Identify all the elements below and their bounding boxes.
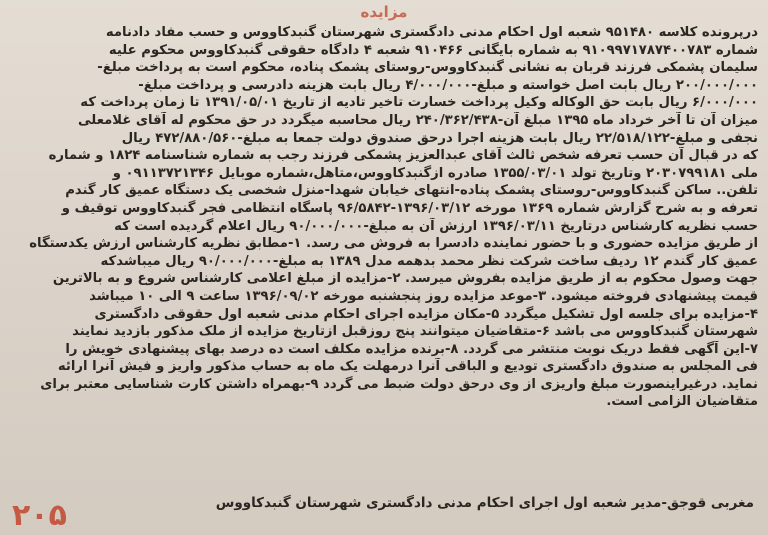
notice-line: سلیمان پشمکی فرزند قربان به نشانی گنبدکاووس-روستای پشمک پناده، محکوم است به پرداخت مبلغ- xyxy=(97,60,758,76)
notice-line: ۲۰۰/۰۰۰/۰۰۰ ریال بابت اصل خواسته و مبلغ-۴/۰۰۰/۰۰۰ ریال بابت هزینه دادرسی و پرداخت مبلغ- xyxy=(138,77,758,93)
notice-line: قیمت پیشنهادی فروخته میشود. ۳-موعد مزایده روز پنجشنبه مورخه ۱۳۹۶/۰۹/۰۲ ساعت ۹ الی ۱۰ میباشد xyxy=(89,288,758,304)
notice-line: نجفی و مبلغ-۲۲/۵۱۸/۱۲۲ ریال بابت هزینه اجرا درحق صندوق دولت جمعا به مبلغ-۴۷۲/۸۸۰/۵۶۰ ریال xyxy=(121,130,758,146)
notice-title: مزایده xyxy=(360,3,408,21)
notice-line: نماید. درغیراینصورت مبلغ واریزی از وی درحق دولت ضبط می گردد ۹-بهمراه داشتن کارت شناسایی معتبر برای xyxy=(40,376,758,392)
notice-line: شماره ۹۱۰۹۹۷۱۷۸۷۴۰۰۷۸۳ به شماره بایگانی ۹۱۰۴۶۶ شعبه ۴ دادگاه حقوقی گنبدکاووس محکوم علیه xyxy=(108,42,758,58)
notice-line: ملی ۲۰۳۰۷۹۹۱۸۱ وتاریخ تولد ۱۳۵۵/۰۳/۰۱ صادره ازگنبدکاووس،متاهل،شماره موبایل ۰۹۱۱۳۷۲۱۳۴۶ و xyxy=(112,165,758,181)
notice-line: از طریق مزایده حضوری و با حضور نماینده دادسرا به فروش می رسد. ۱-مطابق نظریه کارشناس ارزش یکدستگاه xyxy=(29,236,758,252)
notice-line: تعرفه و به شرح گزارش شماره ۱۳۶۹ مورخه ۱۳۹۶/۰۳/۱۲-۹۶/۵۸۴۲ پاسگاه انتظامی فجر گنبدکاووس توقیف و xyxy=(61,200,758,216)
notice-line: تلفن.. ساکن گنبدکاووس-روستای پشمک پناده-انتهای خیابان شهدا-منزل شخصی یک دستگاه عمیق کار گندم xyxy=(65,183,758,199)
notice-line: ۶/۰۰۰/۰۰۰ ریال بابت حق الوکاله وکیل پرداخت خسارت تاخیر تادیه از تاریخ ۱۳۹۱/۰۵/۰۱ تا زمان پرداخت که xyxy=(80,95,758,111)
notice-line: حسب نظریه کارشناس درتاریخ ۱۳۹۶/۰۳/۱۱ ارزش آن به مبلغ-۹۰/۰۰۰/۰۰۰ ریال اعلام گردیده است که xyxy=(114,218,758,234)
notice-line: که در قبال آن حسب تعرفه شخص ثالث آقای عبدالعزیز پشمکی فرزند رجب به شماره شناسنامه ۱۸۲۴ و شماره xyxy=(48,148,758,164)
notice-line: ۴-مزایده برای جلسه اول تشکیل میگردد ۵-مکان مزایده اجرای احکام مدنی شعبه اول حقوقی دادگستری xyxy=(94,306,758,322)
notice-signature: مغربی قوجق-مدیر شعبه اول اجرای احکام مدنی دادگستری شهرستان گنبدکاووس xyxy=(215,495,754,511)
notice-line: متقاضیان الزامی است. xyxy=(606,394,758,410)
notice-body xyxy=(10,24,758,411)
notice-line: میزان آن تا آخر خرداد ماه ۱۳۹۵ مبلغ آن-۲۴۰/۳۶۲/۴۳۸ ریال محاسبه میگردد در حق محکوم له آقای غلامعلی xyxy=(77,112,758,128)
notice-line: عمیق کار گندم ۱۲ ردیف ساخت شرکت نظر محمد بدهمه مدل ۱۳۸۹ به مبلغ-۹۰/۰۰۰/۰۰۰ ریال میباشدکه xyxy=(100,253,758,269)
notice-line: فی المجلس به صندوق دادگستری تودیع و الباقی آنرا درمهلت یک ماه به حساب مذکور واریز و فیش آنرا ارائه xyxy=(57,359,758,375)
notice-line: ۷-این آگهی فقط دریک نوبت منتشر می گردد. ۸-برنده مزایده مکلف است ده درصد بهای پیشنهادی خویش را xyxy=(65,341,758,357)
notice-line: شهرستان گنبدکاووس می باشد ۶-متقاضیان میتوانند پنج روزقبل ازتاریخ مزایده از ملک مذکور بازدید نمایند xyxy=(72,324,758,340)
notice-line: جهت وصول محکوم به از طریق مزایده بفروش میرسد. ۲-مزایده از مبلغ اعلامی کارشناس شروع و به بالاترین xyxy=(52,271,758,287)
notice-line: درپرونده کلاسه ۹۵۱۴۸۰ شعبه اول احکام مدنی دادگستری شهرستان گنبدکاووس و حسب مفاد دادنامه xyxy=(105,25,758,40)
handwritten-mark: ۲۰۵ xyxy=(12,498,67,533)
